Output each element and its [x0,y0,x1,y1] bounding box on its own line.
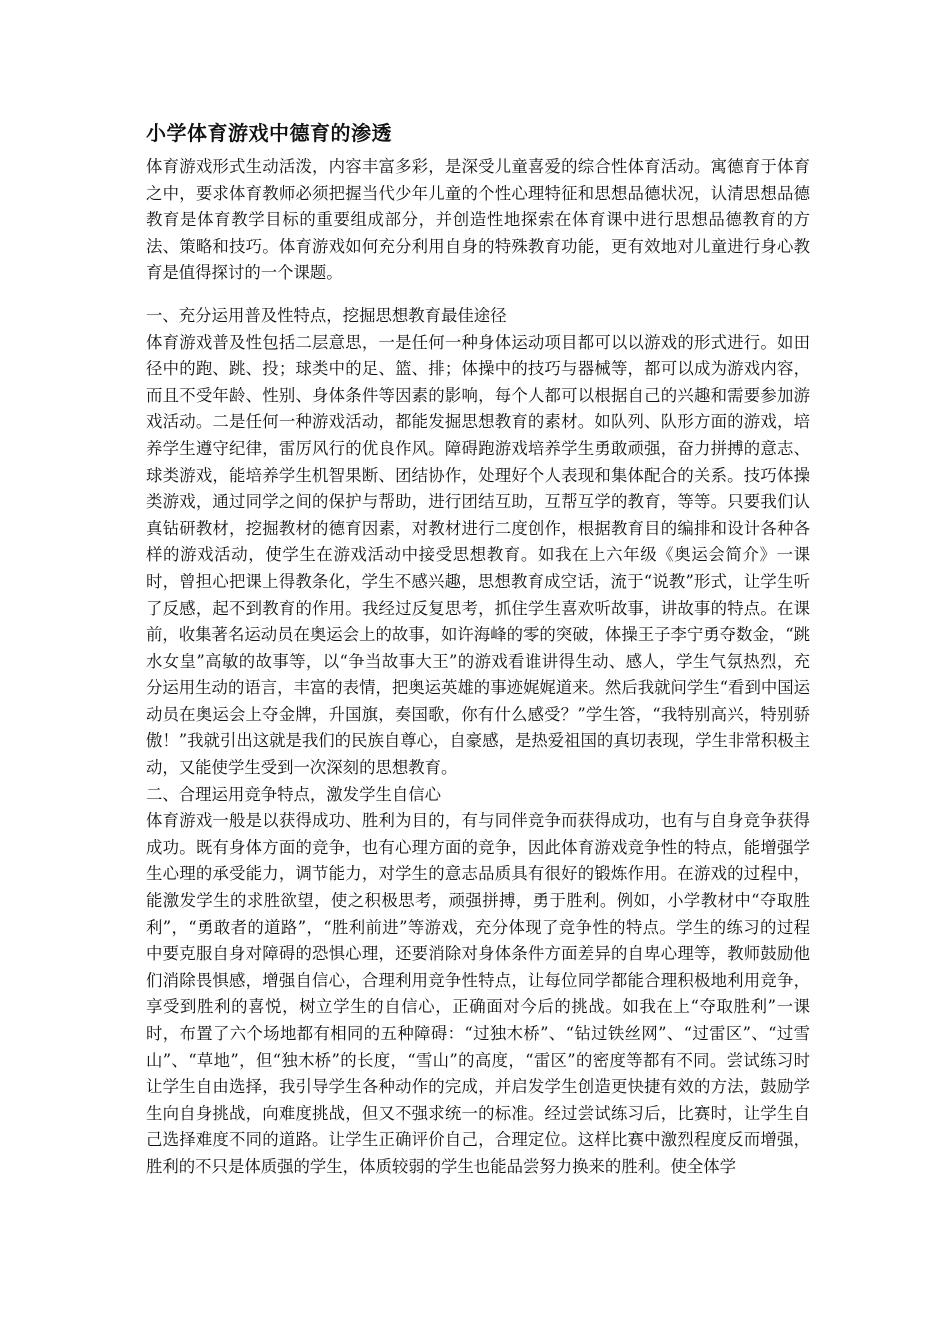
section-2-heading: 二、合理运用竞争特点，激发学生自信心 [146,784,442,804]
document-page [146,118,810,1181]
section-2-body: 体育游戏一般是以获得成功、胜利为目的，有与同伴竞争而获得成功，也有与自身竞争获得成功。既有身体方面的竞争，也有心理方面的竞争，因此体育游戏竞争性的特点，能增强学生心理的承受能力，调节能力，对学生的意志品质具有很好的锻炼作用。在游戏的过程中，能激发学生的求胜欲望，使之积极思考，顽强拼搏，勇于胜利。例如，小学教材中“夺取胜利”，“勇敢者的道路”，“胜利前进”等游戏，充分体现了竞争性的特点。学生的练习的过程中要克服自身对障碍的恐惧心理，还要消除对身体条件方面差异的自卑心理等，教师鼓励他们消除畏惧感，增强自信心，合理利用竞争性特点，让每位同学都能合理积极地利用竞争，享受到胜利的喜悦，树立学生的自信心，正确面对今后的挑战。如我在上“夺取胜利”一课时，布置了六个场地都有相同的五种障碍：“过独木桥”、“钻过铁丝网”、“过雷区”、“过雪山”、“草地”，但“独木桥”的长度，“雪山”的高度，“雷区”的密度等都有不同。尝试练习时让学生自由选择，我引导学生各种动作的完成，并启发学生创造更快捷有效的方法，鼓励学生向自身挑战，向难度挑战，但又不强求统一的标准。经过尝试练习后，比赛时，让学生自己选择难度不同的道路。让学生正确评价自己，合理定位。这样比赛中激烈程度反而增强，胜利的不只是体质强的学生，体质较弱的学生也能品尝努力换来的胜利。使全体学 [146,811,810,1176]
section-1-heading: 一、充分运用普及性特点，挖掘思想教育最佳途径 [146,305,507,325]
intro-paragraph: 体育游戏形式生动活泼，内容丰富多彩，是深受儿童喜爱的综合性体育活动。寓德育于体育之中，要求体育教师必须把握当代少年儿童的个性心理特征和思想品德状况，认清思想品德教育是体育教学目标的重要组成部分，并创造性地探索在体育课中进行思想品德教育的方法、策略和技巧。体育游戏如何充分利用自身的特殊教育功能，更有效地对儿童进行身心教育是值得探讨的一个课题。 [146,157,810,283]
document-title: 小学体育游戏中德育的渗透 [146,121,392,145]
section-1-body: 体育游戏普及性包括二层意思，一是任何一种身体运动项目都可以以游戏的形式进行。如田径中的跑、跳、投；球类中的足、篮、排；体操中的技巧与器械等，都可以成为游戏内容，而且不受年龄、性别、身体条件等因素的影响，每个人都可以根据自己的兴趣和需要参加游戏活动。二是任何一种游戏活动，都能发掘思想教育的素材。如队列、队形方面的游戏，培养学生遵守纪律，雷厉风行的优良作风。障碍跑游戏培养学生勇敢顽强，奋力拼搏的意志、球类游戏，能培养学生机智果断、团结协作，处理好个人表现和集体配合的关系。技巧体操类游戏，通过同学之间的保护与帮助，进行团结互助，互帮互学的教育，等等。只要我们认真钻研教材，挖掘教材的德育因素，对教材进行二度创作，根据教育目的编排和设计各种各样的游戏活动，使学生在游戏活动中接受思想教育。如我在上六年级《奥运会简介》一课时，曾担心把课上得教条化，学生不感兴趣，思想教育成空话，流于“说教”形式，让学生听了反感，起不到教育的作用。我经过反复思考，抓住学生喜欢听故事，讲故事的特点。在课前，收集著名运动员在奥运会上的故事，如许海峰的零的突破，体操王子李宁勇夺数金，“跳水女皇”高敏的故事等，以“争当故事大王”的游戏看谁讲得生动、感人，学生气氛热烈，充分运用生动的语言，丰富的表情，把奥运英雄的事迹娓娓道来。然后我就问学生“看到中国运动员在奥运会上夺金牌，升国旗，奏国歌，你有什么感受？”学生答，“我特别高兴，特别骄傲！”我就引出这就是我们的民族自尊心，自豪感，是热爱祖国的真切表现，学生非常积极主动，又能使学生受到一次深刻的思想教育。 [146,332,811,778]
